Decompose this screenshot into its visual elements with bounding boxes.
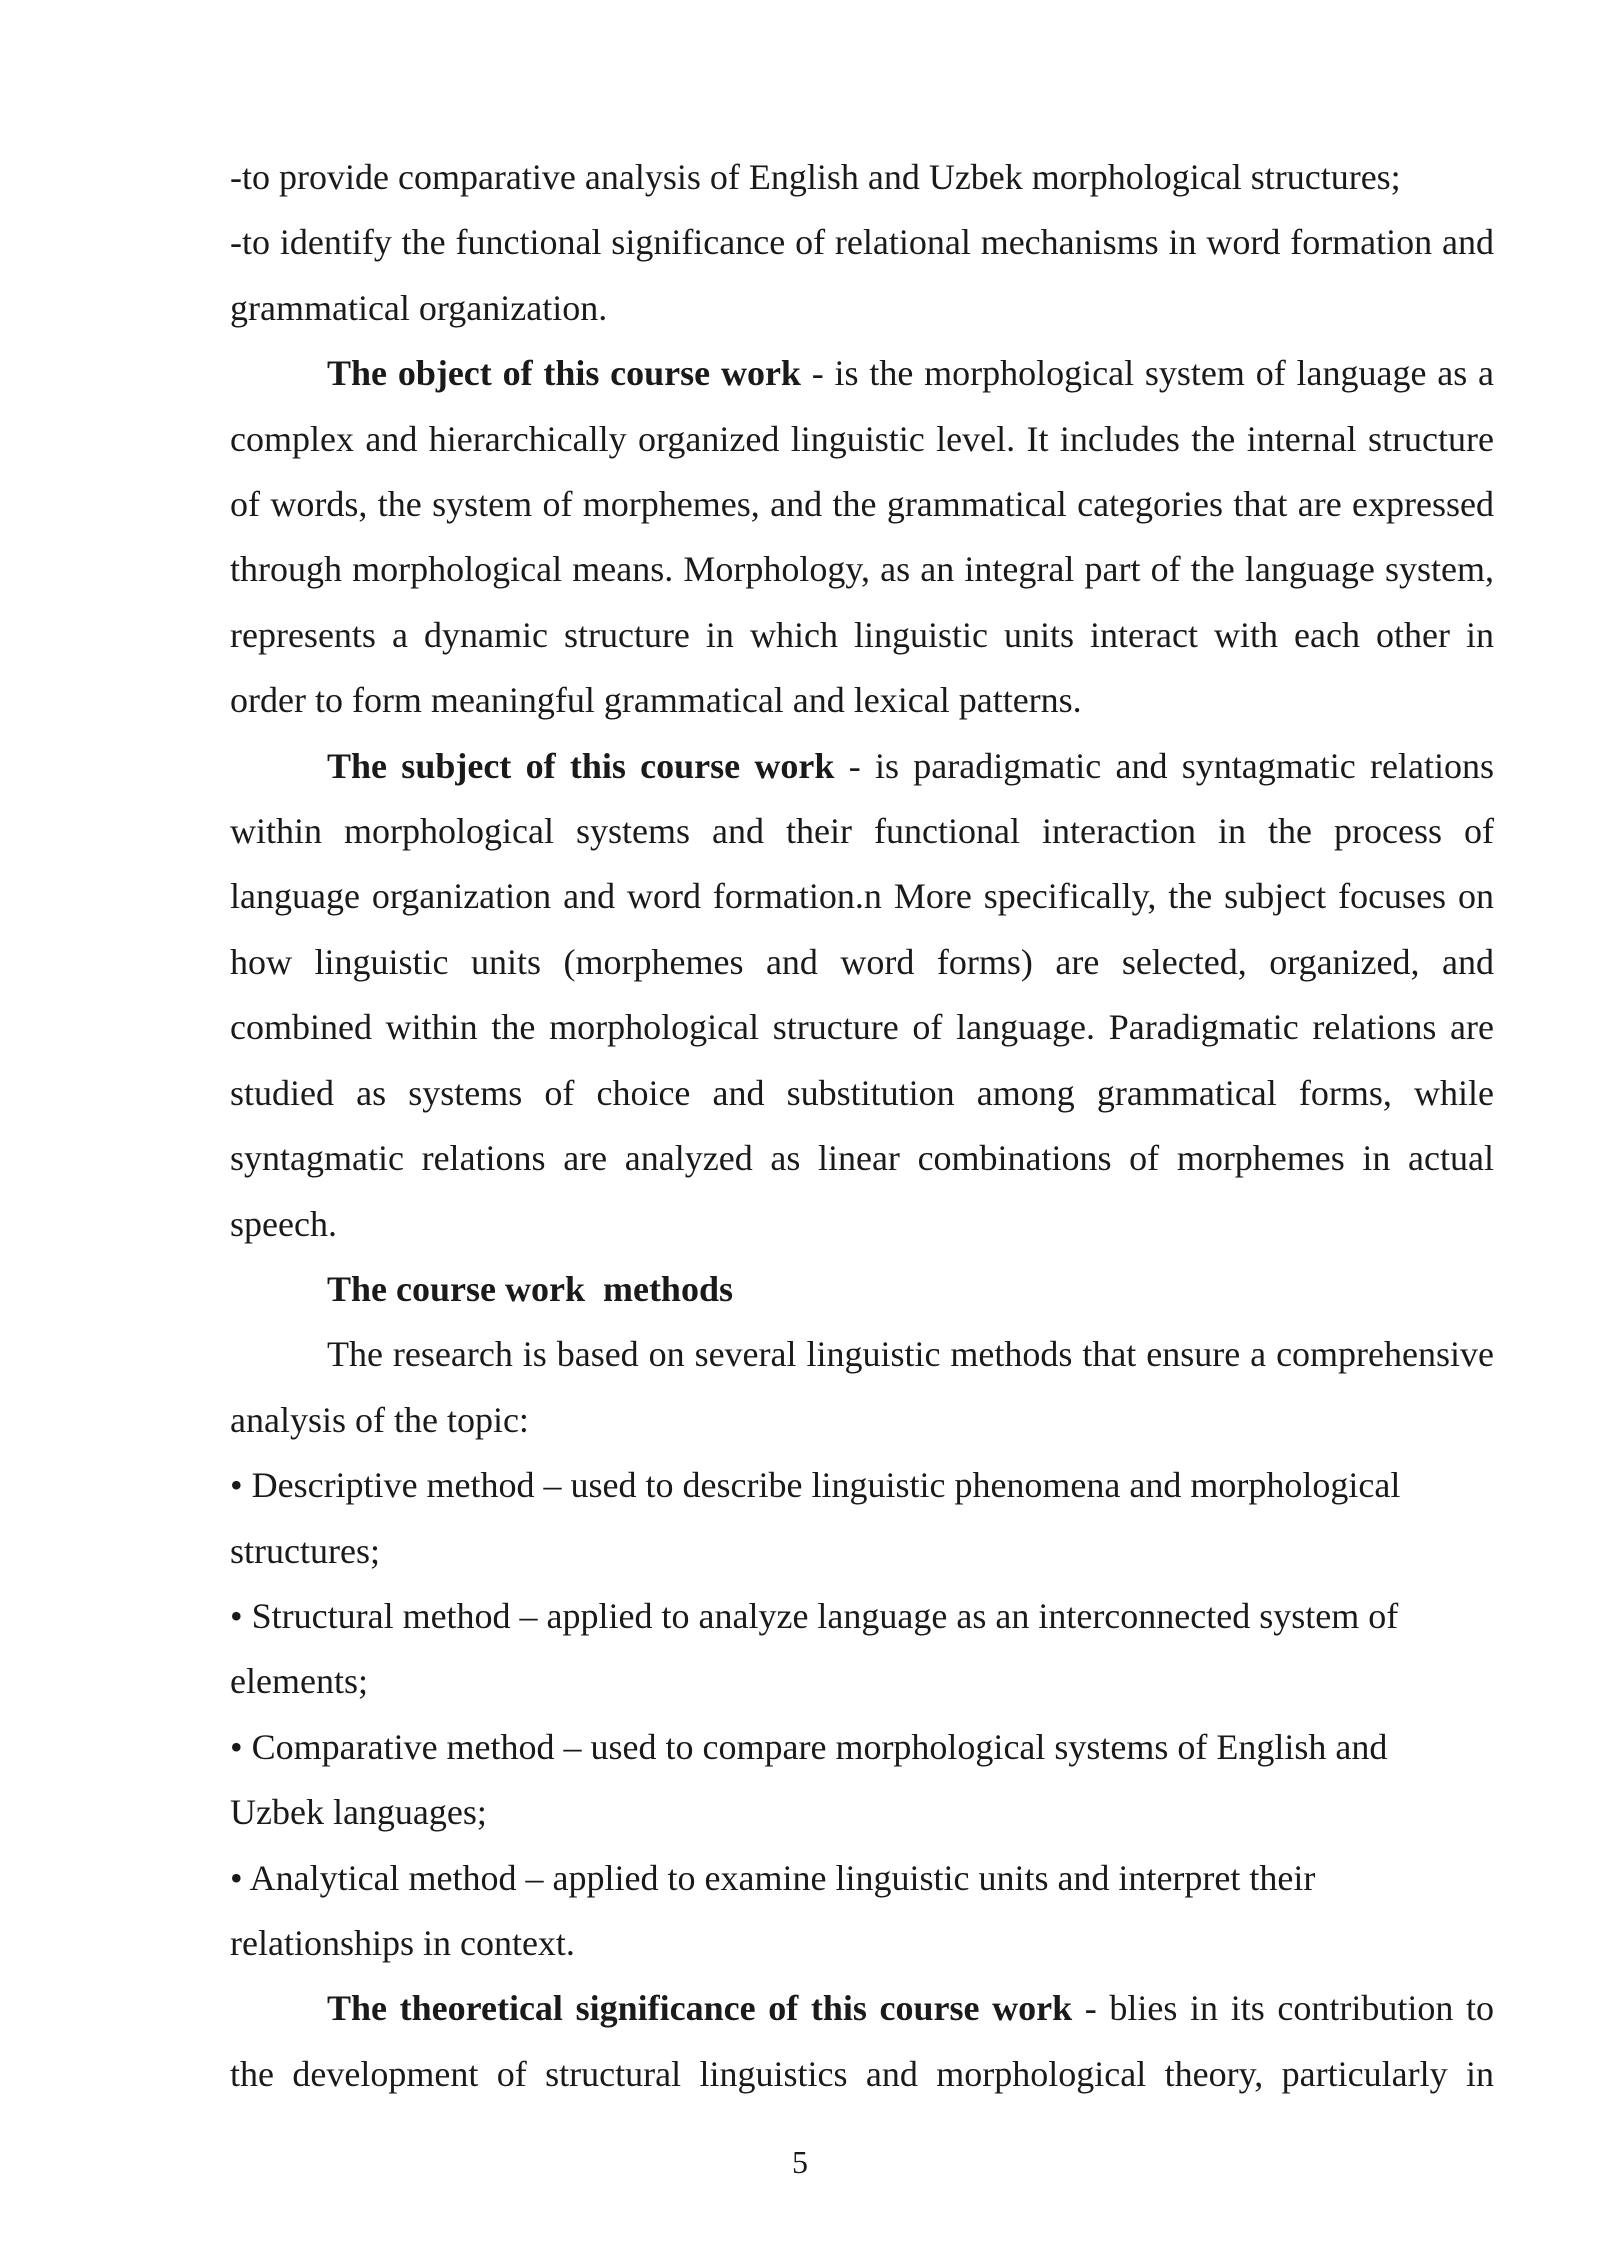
object-heading: The object of this course work: [327, 353, 801, 394]
page-number: 5: [792, 2144, 808, 2180]
subject-heading: The subject of this course work: [327, 745, 835, 786]
method-item: • Comparative method – used to compare morphological systems of English and Uzbek languages;: [230, 1726, 1388, 1833]
methods-heading: The course work methods: [327, 1268, 733, 1309]
method-item: • Analytical method – applied to examine linguistic units and interpret their relationships in context.: [230, 1857, 1316, 1963]
theoretical-paragraph: [230, 1976, 1494, 2107]
task-item: -to provide comparative analysis of English and Uzbek morphological structures;: [230, 157, 1401, 197]
method-item: • Descriptive method – used to describe linguistic phenomena and morphological structures;: [230, 1465, 1401, 1571]
method-item: • Structural method – applied to analyze language as an interconnected system of elements;: [230, 1595, 1399, 1702]
object-text: - is the morphological system of language as a complex and hierarchically organized linguistic level. It includes the internal structure of words, the system of morphemes, and the grammatical categories that are expressed through morphological means. Morphology, as an integral part of the language system, represents a dynamic structure in which linguistic units interact with each other in order to form meaningful grammatical and lexical patterns.: [230, 353, 1494, 721]
methods-intro: The research is based on several linguistic methods that ensure a comprehensive analysis of the topic:: [230, 1334, 1494, 1440]
subject-paragraph: [230, 734, 1494, 1257]
document-body: [230, 145, 1494, 2107]
theoretical-heading: The theoretical significance of this course work: [327, 1988, 1073, 2029]
subject-text: - is paradigmatic and syntagmatic relations within morphological systems and their functional interaction in the process of language organization and word formation.n More specifically, the subject focuses on how linguistic units (morphemes and word forms) are selected, organized, and combined within the morphological structure of language. Paradigmatic relations are studied as systems of choice and substitution among grammatical forms, while syntagmatic relations are analyzed as linear combinations of morphemes in actual speech.: [230, 745, 1494, 1244]
object-paragraph: [230, 341, 1494, 733]
theoretical-text: - blies in its contribution to the development of structural linguistics and morphological theory, particularly in: [230, 1988, 1494, 2094]
task-item: -to identify the functional significance of relational mechanisms in word formation and grammatical organization.: [230, 222, 1494, 328]
